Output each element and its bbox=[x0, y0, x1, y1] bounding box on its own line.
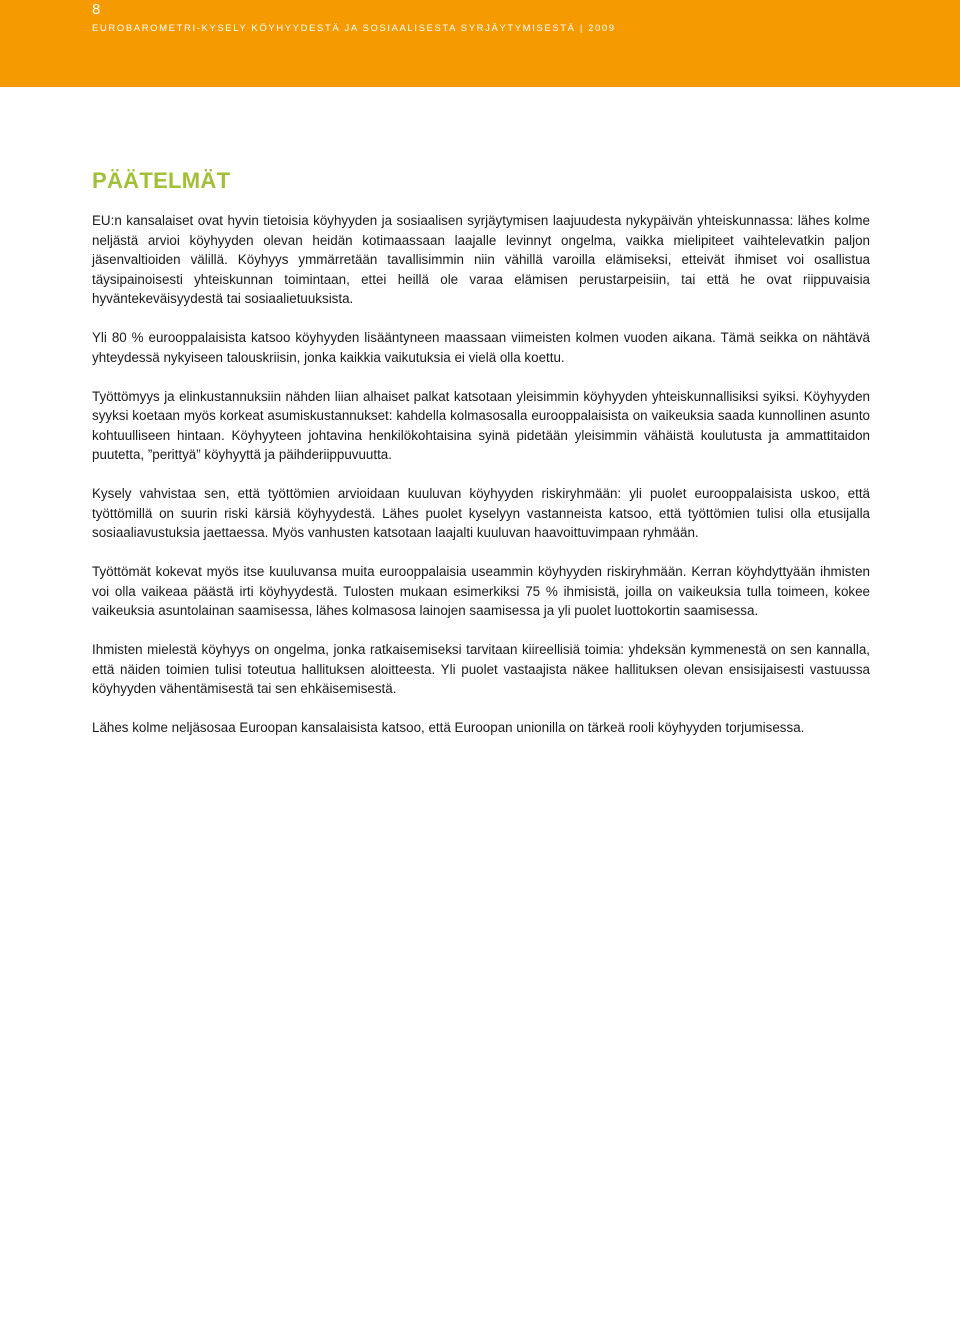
page-number: 8 bbox=[92, 1, 101, 18]
header-band bbox=[0, 0, 960, 87]
paragraph: Lähes kolme neljäsosaa Euroopan kansalaisista katsoo, että Euroopan unionilla on tärkeä rooli köyhyyden torjumisessa. bbox=[92, 720, 805, 735]
paragraph: Ihmisten mielestä köyhyys on ongelma, jonka ratkaisemiseksi tarvitaan kiireellisiä toimia: yhdeksän kymmenestä on sen kannalla, että näiden toimien tulisi toteutua hallituksen aloitteesta. Yli puolet vastaajista näkee hallituksen olevan ensisijaisesti vastuussa köyhyyden vähentämisestä tai sen ehkäisemisestä. bbox=[92, 642, 870, 696]
paragraph: Yli 80 % eurooppalaisista katsoo köyhyyden lisääntyneen maassaan viimeisten kolmen vuoden aikana. Tämä seikka on nähtävä yhteydessä nykyiseen talouskriisin, jonka kaikkia vaikutuksia ei vielä olla koettu. bbox=[92, 330, 870, 365]
running-header: EUROBAROMETRI-KYSELY KÖYHYYDESTÄ JA SOSIAALISESTA SYRJÄYTYMISESTÄ | 2009 bbox=[92, 23, 616, 34]
body-text bbox=[92, 211, 870, 757]
paragraph: Työttömyys ja elinkustannuksiin nähden liian alhaiset palkat katsotaan yleisimmin köyhyyden yhteiskunnallisiksi syiksi. Köyhyyden syyksi koetaan myös korkeat asumiskustannukset: kahdella kolmasosalla eurooppalaisista on vaikeuksia saada kunnollinen asunto kohtuulliseen hintaan. Köyhyyteen johtavina henkilökohtaisina syinä pidetään yleisimmin vähäistä koulutusta ja ammattitaidon puutetta, ”perittyä” köyhyyttä ja päihderiippuvuutta. bbox=[92, 388, 870, 462]
paragraph: Työttömät kokevat myös itse kuuluvansa muita eurooppalaisia useammin köyhyyden riskiryhmään. Kerran köyhdyttyään ihmisten voi olla vaikeaa päästä irti köyhyydestä. Tulosten mukaan esimerkiksi 75 % ihmisistä, joilla on vaikeuksia tulla toimeen, kokee vaikeuksia asuntolainan saamisessa, lähes kolmasosa lainojen saamisessa ja yli puolet luottokortin saamisessa. bbox=[92, 564, 870, 618]
paragraph: Kysely vahvistaa sen, että työttömien arvioidaan kuuluvan köyhyyden riskiryhmään: yli puolet eurooppalaisista uskoo, että työttömillä on suurin riski kärsiä köyhyydestä. Lähes puolet kyselyyn vastanneista katsoo, että työttömien tulisi olla etusijalla sosiaaliavustuksia jaettaessa. Myös vanhusten katsotaan laajalti kuuluvan haavoittuvimpaan ryhmään. bbox=[92, 486, 870, 540]
section-title: PÄÄTELMÄT bbox=[92, 168, 231, 193]
paragraph: EU:n kansalaiset ovat hyvin tietoisia köyhyyden ja sosiaalisen syrjäytymisen laajuudesta nykypäivän yhteiskunnassa: lähes kolme neljästä arvioi köyhyyden olevan heidän kotimaassaan laajalle levinnyt ongelma, vaikka mielipiteet vaihtelevatkin paljon jäsenvaltioiden välillä. Köyhyys ymmärretään tavallisimmin niin vähillä varoilla elämiseksi, etteivät ihmiset voi osallistua täysipainoisesti yhteiskunnan toimintaan, ettei heillä ole varaa elämisen perustarpeisiin, tai että he ovat riippuvaisia hyväntekeväisyydestä tai sosiaalietuuksista. bbox=[92, 213, 870, 306]
